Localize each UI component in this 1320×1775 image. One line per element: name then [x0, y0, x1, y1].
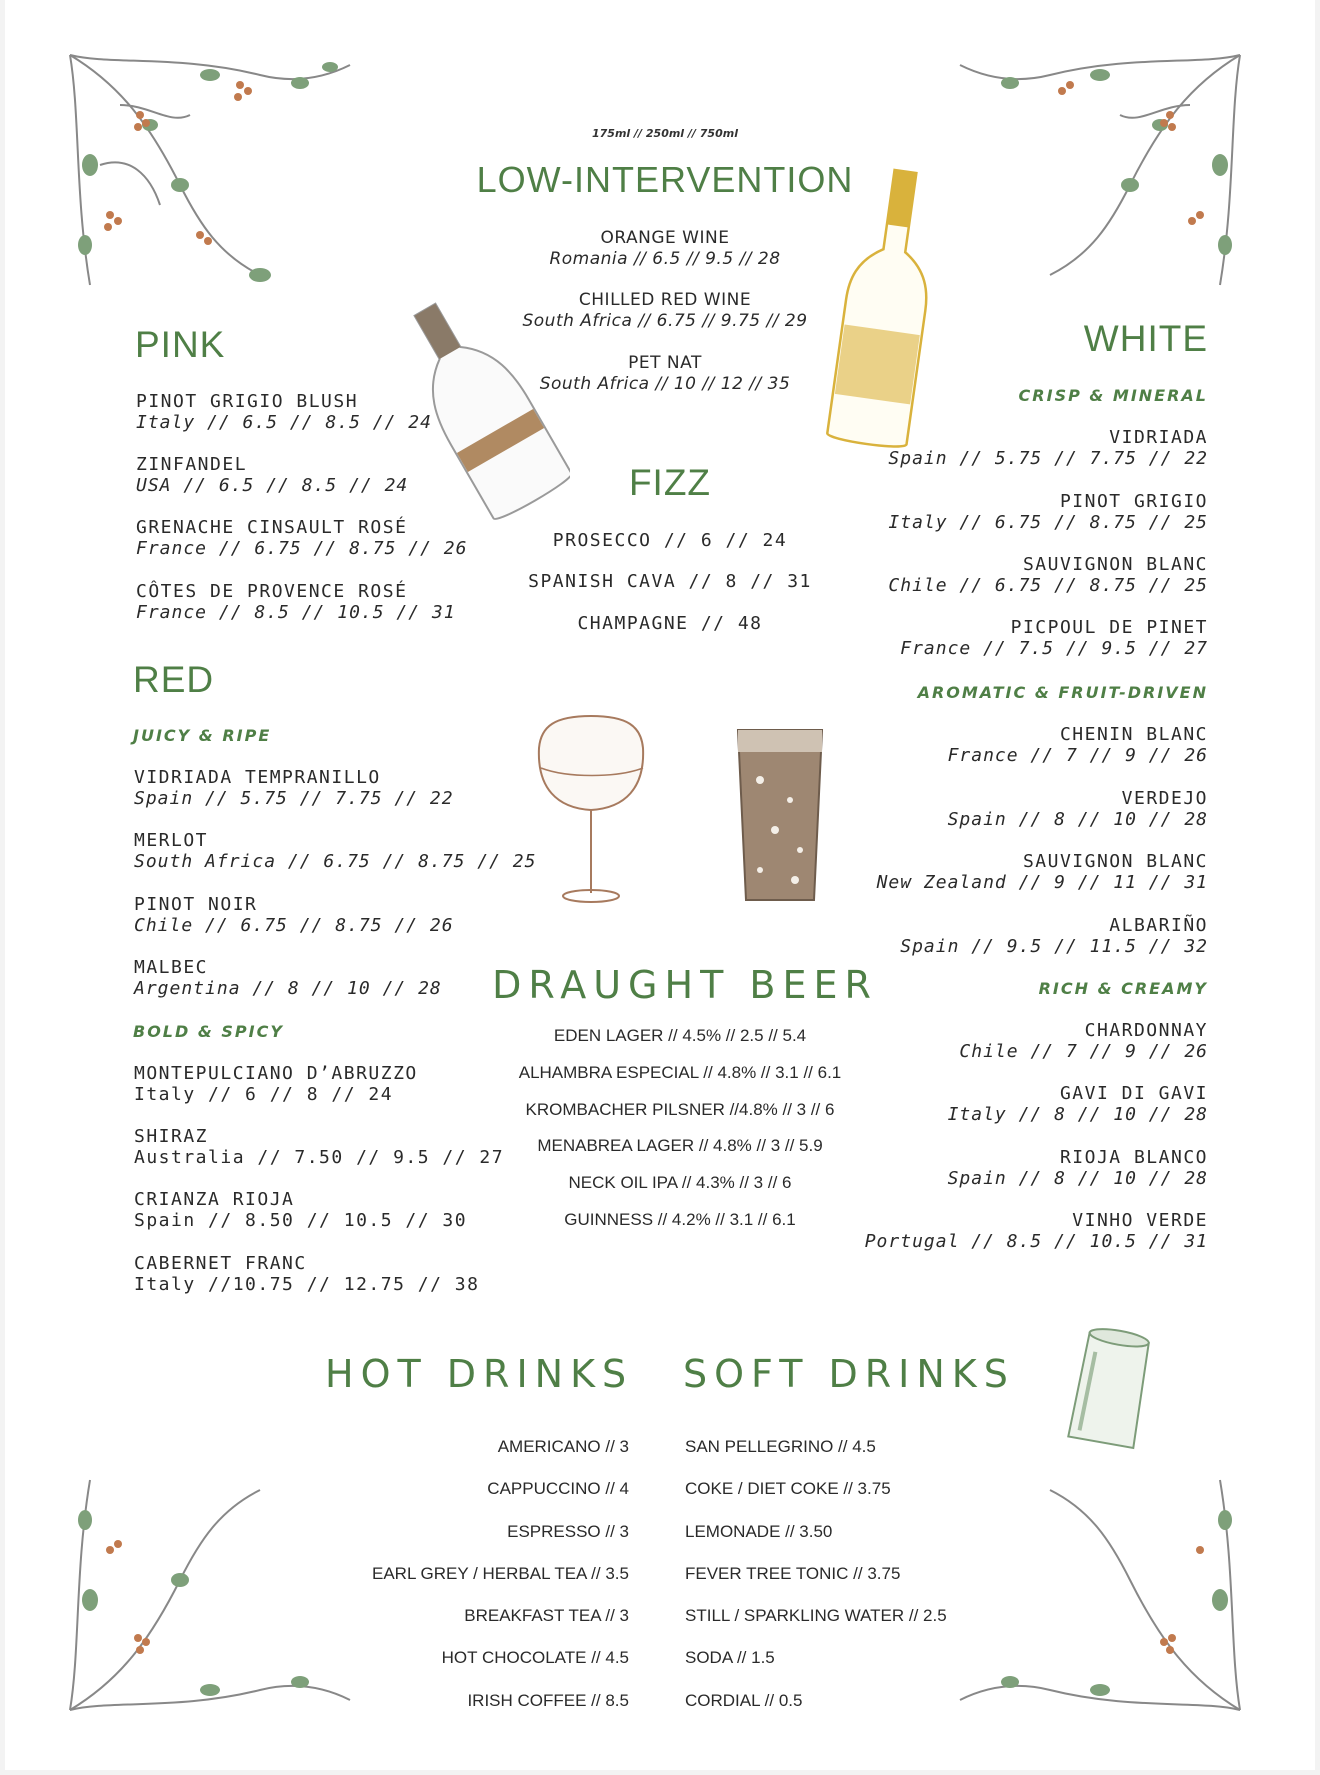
item-detail: USA // 6.5 // 8.5 // 24: [136, 475, 409, 496]
item-detail: South Africa // 6.75 // 8.75 // 25: [134, 851, 537, 872]
soda-can-icon: [1065, 1325, 1155, 1455]
item-detail: New Zealand // 9 // 11 // 31: [876, 872, 1208, 893]
pink-item: [136, 581, 456, 623]
item-name: VINHO VERDE: [1072, 1210, 1208, 1231]
item-detail: France // 7.5 // 9.5 // 27: [900, 638, 1208, 659]
red-item: [134, 957, 442, 999]
fizz-title: FIZZ: [628, 462, 712, 503]
item-name: PINOT GRIGIO BLUSH: [136, 391, 359, 412]
item-name: VIDRIADA TEMPRANILLO: [134, 767, 381, 788]
red-item: [134, 830, 536, 872]
item-name: ZINFANDEL: [136, 454, 248, 475]
red-item: [134, 1189, 467, 1231]
vine-corner-icon: [60, 45, 360, 325]
fizz-item: CHAMPAGNE // 48: [577, 613, 763, 634]
low-intervention-item: [485, 228, 845, 270]
item-name: SHIRAZ: [134, 1126, 209, 1147]
item-detail: Italy // 6.75 // 8.75 // 25: [888, 512, 1208, 533]
hot-drink-item: IRISH COFFEE // 8.5: [467, 1691, 629, 1710]
hot-drink-item: HOT CHOCOLATE // 4.5: [441, 1648, 629, 1667]
fizz-item: PROSECCO // 6 // 24: [552, 530, 788, 551]
item-detail: Italy // 6 // 8 // 24: [134, 1084, 394, 1105]
beer-item: ALHAMBRA ESPECIAL // 4.8% // 3.1 // 6.1: [518, 1063, 842, 1082]
item-detail: Romania // 6.5 // 9.5 // 28: [549, 249, 781, 269]
red-item: [134, 767, 454, 809]
item-detail: France // 8.5 // 10.5 // 31: [136, 602, 456, 623]
item-detail: South Africa // 6.75 // 9.75 // 29: [522, 311, 808, 331]
white-item: [835, 788, 1208, 830]
hot-drink-item: ESPRESSO // 3: [507, 1522, 629, 1541]
wine-glass-icon: [527, 708, 657, 908]
red-item: [134, 1253, 479, 1295]
pink-item: [136, 517, 467, 559]
item-name: MONTEPULCIANO D’ABRUZZO: [134, 1063, 418, 1084]
item-detail: Spain // 8 // 10 // 28: [947, 809, 1208, 830]
white-title: WHITE: [1083, 318, 1208, 359]
hot-drink-item: AMERICANO // 3: [497, 1437, 629, 1456]
item-detail: Portugal // 8.5 // 10.5 // 31: [864, 1231, 1208, 1252]
white-item: [835, 617, 1208, 659]
vine-corner-icon: [950, 45, 1250, 325]
white-item: [835, 491, 1208, 533]
item-detail: France // 7 // 9 // 26: [947, 745, 1208, 766]
item-detail: Italy // 6.5 // 8.5 // 24: [136, 412, 432, 433]
item-detail: Argentina // 8 // 10 // 28: [134, 978, 442, 999]
low-intervention-item: [485, 290, 845, 332]
item-name: ALBARIÑO: [1109, 915, 1208, 936]
soft-drink-item: SODA // 1.5: [685, 1648, 775, 1667]
soft-drink-item: SAN PELLEGRINO // 4.5: [685, 1437, 876, 1456]
item-name: GAVI DI GAVI: [1059, 1083, 1208, 1104]
sizes-note: 175ml // 250ml // 750ml: [592, 127, 738, 140]
item-detail: Chile // 6.75 // 8.75 // 26: [134, 915, 454, 936]
soft-drinks-title: SOFT DRINKS: [683, 1352, 1015, 1396]
item-detail: Italy // 8 // 10 // 28: [947, 1104, 1208, 1125]
pink-item: [136, 454, 408, 496]
low-intervention-item: [485, 353, 845, 395]
hot-drink-item: CAPPUCCINO // 4: [487, 1479, 629, 1498]
white-item: [835, 915, 1208, 957]
beer-item: EDEN LAGER // 4.5% // 2.5 // 5.4: [553, 1026, 807, 1045]
vine-corner-icon: [950, 1440, 1250, 1720]
bold-spicy-subtitle: BOLD & SPICY: [133, 1022, 284, 1041]
item-name: MERLOT: [134, 830, 209, 851]
item-detail: Spain // 8.50 // 10.5 // 30: [134, 1210, 468, 1231]
soft-drink-item: CORDIAL // 0.5: [685, 1691, 803, 1710]
pink-title: PINK: [135, 324, 226, 365]
item-name: RIOJA BLANCO: [1059, 1147, 1208, 1168]
red-item: [134, 894, 454, 936]
pink-item: [136, 391, 432, 433]
fizz-item: SPANISH CAVA // 8 // 31: [528, 571, 812, 592]
item-name: CHARDONNAY: [1084, 1020, 1208, 1041]
draught-beer-title: DRAUGHT BEER: [492, 963, 878, 1007]
item-detail: Spain // 9.5 // 11.5 // 32: [900, 936, 1208, 957]
item-detail: Australia // 7.50 // 9.5 // 27: [134, 1147, 505, 1168]
hot-drink-item: BREAKFAST TEA // 3: [464, 1606, 629, 1625]
item-detail: Chile // 7 // 9 // 26: [959, 1041, 1208, 1062]
soft-drink-item: STILL / SPARKLING WATER // 2.5: [685, 1606, 947, 1625]
low-intervention-title: LOW-INTERVENTION: [476, 159, 854, 200]
item-name: PET NAT: [628, 353, 702, 373]
beer-glass-icon: [730, 720, 830, 910]
item-name: PINOT GRIGIO: [1059, 491, 1208, 512]
rich-creamy-subtitle: RICH & CREAMY: [1038, 979, 1208, 998]
item-name: CHENIN BLANC: [1059, 724, 1208, 745]
crisp-mineral-subtitle: CRISP & MINERAL: [1018, 386, 1208, 405]
item-detail: France // 6.75 // 8.75 // 26: [136, 538, 468, 559]
white-item: [835, 851, 1208, 893]
drinks-menu-page: [5, 0, 1315, 1770]
white-item: [835, 554, 1208, 596]
red-item: [134, 1063, 418, 1105]
item-name: SAUVIGNON BLANC: [1022, 851, 1208, 872]
item-detail: Spain // 8 // 10 // 28: [947, 1168, 1208, 1189]
juicy-ripe-subtitle: JUICY & RIPE: [133, 726, 272, 745]
item-detail: Spain // 5.75 // 7.75 // 22: [134, 788, 454, 809]
white-item: [835, 724, 1208, 766]
item-name: CÔTES DE PROVENCE ROSÉ: [136, 581, 408, 602]
item-name: VERDEJO: [1121, 788, 1208, 809]
beer-item: NECK OIL IPA // 4.3% // 3 // 6: [568, 1173, 792, 1192]
item-detail: Chile // 6.75 // 8.75 // 25: [888, 575, 1208, 596]
item-name: CHILLED RED WINE: [578, 290, 752, 310]
item-name: PINOT NOIR: [134, 894, 258, 915]
beer-item: KROMBACHER PILSNER //4.8% // 3 // 6: [525, 1100, 835, 1119]
item-detail: South Africa // 10 // 12 // 35: [539, 374, 791, 394]
soft-drink-item: FEVER TREE TONIC // 3.75: [685, 1564, 901, 1583]
item-name: CRIANZA RIOJA: [134, 1189, 295, 1210]
white-item: [835, 427, 1208, 469]
item-name: VIDRIADA: [1109, 427, 1208, 448]
item-name: MALBEC: [134, 957, 209, 978]
item-detail: Italy //10.75 // 12.75 // 38: [134, 1274, 480, 1295]
item-detail: Spain // 5.75 // 7.75 // 22: [888, 448, 1208, 469]
item-name: ORANGE WINE: [600, 228, 730, 248]
soft-drink-item: COKE / DIET COKE // 3.75: [685, 1479, 891, 1498]
beer-item: GUINNESS // 4.2% // 3.1 // 6.1: [564, 1210, 796, 1229]
red-item: [134, 1126, 504, 1168]
hot-drink-item: EARL GREY / HERBAL TEA // 3.5: [371, 1564, 629, 1583]
red-title: RED: [133, 659, 215, 700]
item-name: GRENACHE CINSAULT ROSÉ: [136, 517, 408, 538]
soft-drink-item: LEMONADE // 3.50: [685, 1522, 833, 1541]
hot-drinks-title: HOT DRINKS: [325, 1352, 634, 1396]
item-name: CABERNET FRANC: [134, 1253, 307, 1274]
item-name: PICPOUL DE PINET: [1010, 617, 1208, 638]
item-name: SAUVIGNON BLANC: [1022, 554, 1208, 575]
beer-item: MENABREA LAGER // 4.8% // 3 // 5.9: [537, 1136, 823, 1155]
aromatic-subtitle: AROMATIC & FRUIT-DRIVEN: [917, 683, 1208, 702]
